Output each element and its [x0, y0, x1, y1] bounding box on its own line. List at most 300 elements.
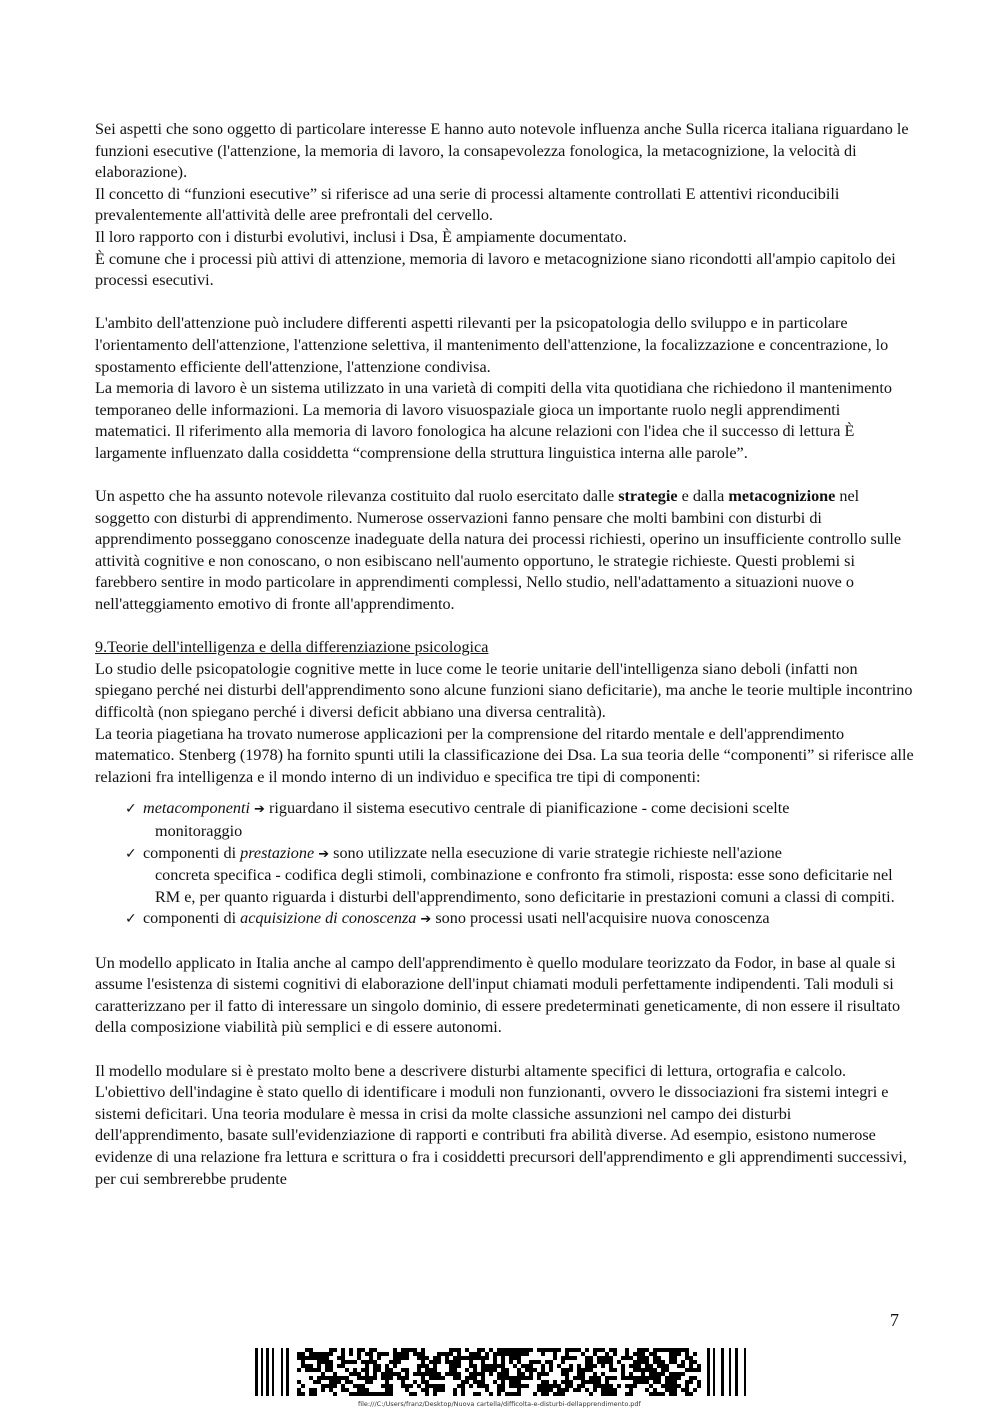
barcode-module [545, 1384, 549, 1388]
barcode-module [697, 1368, 701, 1372]
barcode-module [349, 1352, 353, 1356]
barcode-module [673, 1360, 677, 1364]
barcode-module [593, 1352, 597, 1356]
barcode-module [517, 1348, 521, 1352]
barcode-module [585, 1368, 589, 1372]
barcode-module [577, 1348, 581, 1352]
barcode-module [677, 1352, 681, 1356]
barcode-module [477, 1384, 481, 1388]
check-mark-icon: ✓ [125, 801, 137, 818]
barcode-module [569, 1348, 573, 1352]
barcode-module [357, 1384, 361, 1388]
barcode-module [385, 1364, 389, 1368]
barcode-module [341, 1376, 345, 1380]
list-item-emphasis: prestazione [240, 843, 315, 862]
barcode-module [465, 1348, 469, 1352]
barcode-module [505, 1392, 509, 1396]
barcode-module [481, 1380, 485, 1384]
barcode-module [501, 1364, 505, 1368]
barcode-module [361, 1384, 365, 1388]
barcode-module [537, 1348, 541, 1352]
barcode-module [509, 1348, 513, 1352]
barcode-module [657, 1364, 661, 1368]
barcode-module [297, 1352, 301, 1356]
barcode-module [477, 1356, 481, 1360]
barcode-module [509, 1376, 513, 1380]
barcode-module [485, 1384, 489, 1388]
barcode-module [401, 1368, 405, 1372]
barcode-module [601, 1372, 605, 1376]
barcode-module [625, 1392, 629, 1396]
barcode-module [589, 1380, 593, 1384]
barcode-module [453, 1368, 457, 1372]
paragraph-6-modular: Il modello modulare si è prestato molto bene a descrivere disturbi altamente specifici di lettura, ortografia e calcolo. L'obiettivo dell'indagine è stato quello di identificare i moduli non funzionanti, ovvero le dissociazioni fra sistemi integri e sistemi deficitari. Una teoria modulare è messa in crisi da molte classiche assunzioni nel campo dei disturbi dell'apprendimento, basate sull'evidenziazione di rapporti e contributi fra abilità diverse. Ad esempio, esistono numerose evidenze di una relazione fra lettura e scrittura o fra i cosiddetti precursori dell'apprendimento e gli apprendimenti successivi, per cui sembrerebbe prudente [95, 1061, 907, 1188]
barcode-module [649, 1392, 653, 1396]
barcode-module [613, 1388, 617, 1392]
barcode-module [669, 1356, 673, 1360]
barcode-module [421, 1372, 425, 1376]
barcode-module [545, 1388, 549, 1392]
barcode-module [557, 1364, 561, 1368]
barcode-module [585, 1380, 589, 1384]
barcode-module [649, 1384, 653, 1388]
barcode-module [629, 1392, 633, 1396]
barcode-module [453, 1356, 457, 1360]
barcode-module [621, 1372, 625, 1376]
list-item-emphasis: metacomponenti [143, 799, 250, 818]
barcode-module [525, 1348, 529, 1352]
barcode-module [341, 1352, 345, 1356]
barcode-module [421, 1380, 425, 1384]
barcode-module [593, 1372, 597, 1376]
barcode-module [449, 1364, 453, 1368]
barcode-module [593, 1348, 597, 1352]
p3-text-c: nel soggetto con disturbi di apprendimento. Numerose osservazioni fanno pensare che molti bambini con disturbi di apprendimento posseggano conoscenze inadeguate della natura dei processi richiesti, operino un insufficiente controllo sulle attività cognitive e non conoscano, o non esibiscano nell'aumento opportuno, le strategie richieste. Questi problemi si farebbero sentire in modo particolare in apprendimenti complessi, Nello studio, nell'adattamento a situazioni nuove o nell'atteggiamento emotivo di fronte all'apprendimento. [95, 487, 902, 614]
barcode-module [677, 1348, 681, 1352]
barcode-module [561, 1360, 565, 1364]
barcode-module [337, 1380, 341, 1384]
barcode-module [405, 1356, 409, 1360]
paragraph-1-line-1: Sei aspetti che sono oggetto di particolare interesse E hanno auto notevole influenza anche Sulla ricerca italiana riguardano le funzioni esecutive (l'attenzione, la memoria di lavoro, la consapevolezza fonologica, la metacognizione, la velocità di elaborazione). [95, 120, 909, 182]
barcode-module [309, 1352, 313, 1356]
barcode-module [641, 1368, 645, 1372]
barcode-module [321, 1360, 325, 1364]
barcode-module [529, 1360, 533, 1364]
barcode-module [641, 1360, 645, 1364]
barcode-module [685, 1380, 689, 1384]
barcode-module [657, 1392, 661, 1396]
barcode-module [521, 1348, 525, 1352]
barcode-module [321, 1372, 325, 1376]
barcode-module [677, 1372, 681, 1376]
barcode-module [465, 1356, 469, 1360]
barcode-module [433, 1392, 437, 1396]
barcode-module [541, 1384, 545, 1388]
barcode-module [461, 1388, 465, 1392]
barcode-module [665, 1376, 669, 1380]
barcode-module [405, 1368, 409, 1372]
barcode-module [445, 1360, 449, 1364]
barcode-module [537, 1388, 541, 1392]
barcode-module [445, 1352, 449, 1356]
barcode-module [469, 1360, 473, 1364]
barcode-module [521, 1384, 525, 1388]
barcode-module [477, 1372, 481, 1376]
barcode-module [357, 1372, 361, 1376]
barcode-module [609, 1368, 613, 1372]
barcode-module [641, 1356, 645, 1360]
barcode-module [645, 1380, 649, 1384]
barcode-module [357, 1348, 361, 1352]
barcode-module [297, 1356, 301, 1360]
barcode-module [365, 1392, 369, 1396]
barcode-module [513, 1384, 517, 1388]
barcode-module [473, 1368, 477, 1372]
barcode-module [345, 1376, 349, 1380]
barcode-module [693, 1368, 697, 1372]
barcode-module [513, 1348, 517, 1352]
barcode-module [541, 1368, 545, 1372]
barcode-module [389, 1376, 393, 1380]
barcode-module [537, 1384, 541, 1388]
barcode-module [601, 1356, 605, 1360]
p3-bold-metacognizione: metacognizione [728, 487, 836, 506]
barcode-module [609, 1360, 613, 1364]
barcode-module [613, 1392, 617, 1396]
components-list [95, 798, 915, 931]
barcode-module [573, 1388, 577, 1392]
barcode-module [377, 1352, 381, 1356]
barcode-module [493, 1364, 497, 1368]
barcode-module [633, 1352, 637, 1356]
barcode-module [357, 1356, 361, 1360]
barcode-module [517, 1392, 521, 1396]
barcode-module [333, 1376, 337, 1380]
barcode-module [529, 1376, 533, 1380]
barcode-module [453, 1376, 457, 1380]
barcode-module [341, 1348, 345, 1352]
barcode-module [517, 1352, 521, 1356]
barcode-module [489, 1368, 493, 1372]
check-mark-icon: ✓ [125, 845, 137, 862]
barcode-module [637, 1380, 641, 1384]
barcode-module [365, 1380, 369, 1384]
barcode-module [685, 1368, 689, 1372]
barcode-module [353, 1372, 357, 1376]
list-item: ✓ metacomponenti ➔ riguardano il sistema esecutivo centrale di pianificazione - come decisioni scelte monitoraggio [125, 798, 915, 842]
barcode-module [601, 1364, 605, 1368]
barcode-module [545, 1348, 549, 1352]
barcode-module [513, 1376, 517, 1380]
barcode-module [413, 1352, 417, 1356]
barcode-module [685, 1348, 689, 1352]
barcode-module [649, 1376, 653, 1380]
barcode-module [405, 1352, 409, 1356]
barcode-module [509, 1380, 513, 1384]
barcode-module [565, 1384, 569, 1388]
barcode-module [661, 1372, 665, 1376]
barcode-module [317, 1364, 321, 1368]
barcode-module [485, 1364, 489, 1368]
barcode-module [581, 1380, 585, 1384]
barcode-module [641, 1376, 645, 1380]
barcode-module [549, 1364, 553, 1368]
barcode-module [337, 1364, 341, 1368]
barcode-module [429, 1384, 433, 1388]
right-arrow-icon: ➔ [318, 846, 330, 862]
barcode-module [517, 1376, 521, 1380]
barcode-module [489, 1372, 493, 1376]
barcode-module [497, 1388, 501, 1392]
barcode-module [409, 1392, 413, 1396]
barcode-module [641, 1380, 645, 1384]
barcode-module [373, 1372, 377, 1376]
barcode-module [401, 1348, 405, 1352]
barcode-module [677, 1384, 681, 1388]
barcode-module [389, 1392, 393, 1396]
barcode-module [477, 1352, 481, 1356]
barcode-module [373, 1364, 377, 1368]
barcode-module [637, 1368, 641, 1372]
barcode-module [657, 1376, 661, 1380]
section-heading: 9.Teorie dell'intelligenza e della differenziazione psicologica [95, 638, 489, 657]
paragraph-5-fodor: Un modello applicato in Italia anche al campo dell'apprendimento è quello modulare teorizzato da Fodor, in base al quale si assume l'esistenza di sistemi cognitivi di elaborazione dell'input chiamati moduli perfettamente indipendenti. Tali moduli si caratterizzano per il fatto di interessare un singolo dominio, di essere predeterminati geneticamente, di non essere il risultato della composizione viabilità più semplici e di essere autonomi. [95, 953, 901, 1037]
barcode-module [333, 1380, 337, 1384]
barcode-module [641, 1372, 645, 1376]
barcode-module [345, 1388, 349, 1392]
barcode-module [497, 1372, 501, 1376]
barcode-module [309, 1348, 313, 1352]
barcode-module [433, 1372, 437, 1376]
barcode-module [573, 1376, 577, 1380]
barcode-module [561, 1356, 565, 1360]
barcode-module [625, 1356, 629, 1360]
barcode-module [653, 1388, 657, 1392]
barcode-module [553, 1392, 557, 1396]
barcode-module [317, 1356, 321, 1360]
barcode-module [473, 1380, 477, 1384]
barcode-module [653, 1392, 657, 1396]
barcode-module [305, 1368, 309, 1372]
barcode-module [673, 1392, 677, 1396]
barcode-module [481, 1364, 485, 1368]
barcode-module [685, 1392, 689, 1396]
barcode-module [565, 1388, 569, 1392]
barcode-module [401, 1380, 405, 1384]
barcode-module [609, 1348, 613, 1352]
barcode-module [297, 1392, 301, 1396]
barcode-module [401, 1384, 405, 1388]
barcode-module [505, 1348, 509, 1352]
barcode-module [421, 1360, 425, 1364]
barcode-module [381, 1352, 385, 1356]
barcode-module [317, 1376, 321, 1380]
barcode-module [385, 1376, 389, 1380]
barcode-module [437, 1360, 441, 1364]
barcode-module [681, 1360, 685, 1364]
barcode-module [681, 1364, 685, 1368]
barcode-module [481, 1376, 485, 1380]
barcode-module [461, 1392, 465, 1396]
barcode-module [469, 1352, 473, 1356]
barcode-module [413, 1372, 417, 1376]
p3-text-a: Un aspetto che ha assunto notevole rilevanza costituito dal ruolo esercitato dalle [95, 487, 619, 506]
barcode-module [625, 1384, 629, 1388]
barcode-module [461, 1384, 465, 1388]
barcode-module [585, 1360, 589, 1364]
barcode-module [585, 1356, 589, 1360]
barcode-module [457, 1384, 461, 1388]
barcode-module [353, 1384, 357, 1388]
barcode-module [513, 1356, 517, 1360]
barcode-module [469, 1384, 473, 1388]
barcode-module [325, 1384, 329, 1388]
barcode-module [385, 1388, 389, 1392]
barcode-module [501, 1348, 505, 1352]
barcode-module [589, 1376, 593, 1380]
barcode-module [645, 1360, 649, 1364]
barcode-module [461, 1356, 465, 1360]
barcode-module [645, 1388, 649, 1392]
barcode-module [357, 1392, 361, 1396]
barcode-module [501, 1368, 505, 1372]
barcode-module [485, 1352, 489, 1356]
barcode-module [385, 1380, 389, 1384]
barcode-module [497, 1384, 501, 1388]
barcode-module [329, 1388, 333, 1392]
barcode-module [477, 1380, 481, 1384]
barcode-module [361, 1392, 365, 1396]
barcode-module [353, 1360, 357, 1364]
barcode-module [433, 1384, 437, 1388]
barcode-module [329, 1348, 333, 1352]
barcode-module [533, 1368, 537, 1372]
barcode-module [309, 1392, 313, 1396]
barcode-module [469, 1356, 473, 1360]
barcode-module [389, 1372, 393, 1376]
barcode-module [493, 1352, 497, 1356]
barcode-module [597, 1376, 601, 1380]
barcode-module [405, 1372, 409, 1376]
barcode-module [449, 1360, 453, 1364]
barcode-module [565, 1356, 569, 1360]
barcode-module [517, 1360, 521, 1364]
barcode-module [377, 1356, 381, 1360]
barcode-module [329, 1368, 333, 1372]
barcode-module [501, 1352, 505, 1356]
barcode-module [381, 1372, 385, 1376]
barcode-module [613, 1352, 617, 1356]
barcode-module [517, 1356, 521, 1360]
p3-text-b: e dalla [677, 487, 729, 506]
barcode-module [429, 1368, 433, 1372]
barcode-module [425, 1388, 429, 1392]
barcode-module [689, 1376, 693, 1380]
barcode-module [653, 1368, 657, 1372]
barcode-module [389, 1388, 393, 1392]
barcode-module [581, 1352, 585, 1356]
barcode-module [645, 1356, 649, 1360]
barcode-module [369, 1376, 373, 1380]
barcode-module [649, 1352, 653, 1356]
list-item: ✓ componenti di prestazione ➔ sono utilizzate nella esecuzione di varie strategie richieste nell'azione concreta specifica - codifica degli stimoli, combinazione e confronto fra stimoli, risposta: esse sono deficitarie nel RM e, per quanto riguarda i disturbi dell'apprendimento, sono deficitarie in prestazioni comuni a classi di compiti. [125, 843, 915, 909]
barcode-module [553, 1348, 557, 1352]
barcode-module [497, 1376, 501, 1380]
barcode-module [557, 1348, 561, 1352]
barcode-module [573, 1348, 577, 1352]
barcode-module [477, 1348, 481, 1352]
barcode-module [473, 1364, 477, 1368]
barcode-module [509, 1352, 513, 1356]
barcode-module [425, 1392, 429, 1396]
barcode-module [509, 1360, 513, 1364]
barcode-module [549, 1388, 553, 1392]
barcode-module [669, 1392, 673, 1396]
barcode-module [401, 1376, 405, 1380]
barcode-module [313, 1368, 317, 1372]
barcode-module [461, 1380, 465, 1384]
barcode-module [417, 1368, 421, 1372]
barcode-module [377, 1392, 381, 1396]
barcode-module [649, 1372, 653, 1376]
barcode-module [385, 1384, 389, 1388]
barcode-module [693, 1376, 697, 1380]
barcode-module [601, 1384, 605, 1388]
barcode-module [373, 1392, 377, 1396]
barcode-module [437, 1376, 441, 1380]
barcode-module [425, 1356, 429, 1360]
barcode-module [369, 1356, 373, 1360]
barcode-module [457, 1364, 461, 1368]
barcode-module [637, 1352, 641, 1356]
barcode-module [661, 1360, 665, 1364]
barcode-module [349, 1348, 353, 1352]
barcode-module [537, 1360, 541, 1364]
barcode-module [469, 1364, 473, 1368]
barcode-module [501, 1372, 505, 1376]
barcode-module [421, 1364, 425, 1368]
barcode-module [329, 1380, 333, 1384]
barcode-module [521, 1372, 525, 1376]
barcode-module [361, 1348, 365, 1352]
barcode-module [433, 1364, 437, 1368]
file-path: file:///C:/Users/franz/Desktop/Nuova cartella/difficolta-e-disturbi-dellapprendimento.pdf [358, 1400, 641, 1408]
barcode-module [525, 1384, 529, 1388]
barcode-module [345, 1360, 349, 1364]
barcode-module [365, 1352, 369, 1356]
barcode-module [525, 1368, 529, 1372]
barcode-module [589, 1360, 593, 1364]
barcode-module [493, 1356, 497, 1360]
barcode-module [661, 1348, 665, 1352]
barcode-module [369, 1348, 373, 1352]
barcode-module [445, 1372, 449, 1376]
barcode-module [569, 1356, 573, 1360]
barcode-module [585, 1388, 589, 1392]
barcode-module [449, 1368, 453, 1372]
barcode-module [453, 1348, 457, 1352]
barcode-module [369, 1352, 373, 1356]
barcode-module [325, 1364, 329, 1368]
barcode-module [441, 1384, 445, 1388]
barcode-module [669, 1376, 673, 1380]
barcode-module [425, 1368, 429, 1372]
barcode-module [501, 1376, 505, 1380]
barcode-module [637, 1376, 641, 1380]
barcode-module [641, 1348, 645, 1352]
barcode-module [577, 1388, 581, 1392]
barcode-module [425, 1380, 429, 1384]
